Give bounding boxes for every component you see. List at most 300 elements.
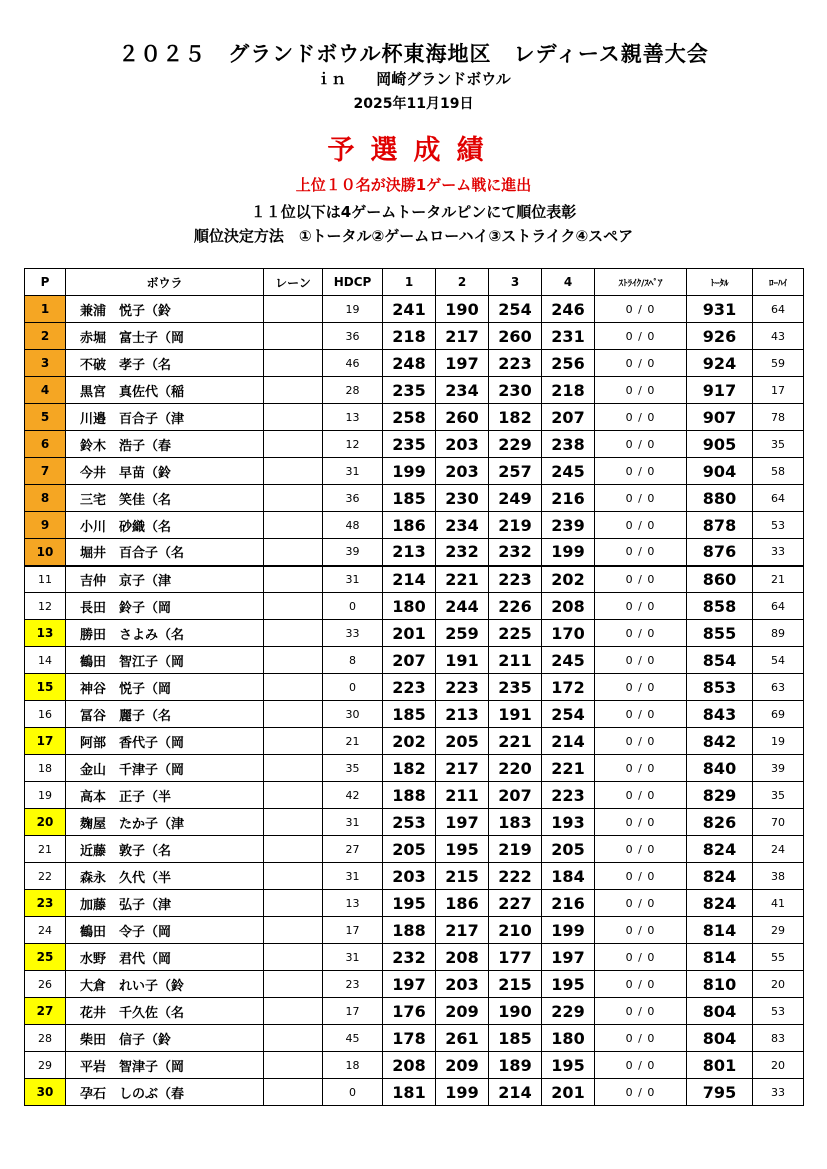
position-cell: 3: [25, 350, 66, 377]
game1-cell: 241: [383, 296, 436, 323]
table-row: [25, 836, 804, 863]
total-cell: 840: [687, 755, 753, 782]
note-rank: １１位以下は4ゲームトータルピンにて順位表彰: [250, 203, 577, 221]
hdcp-cell: 31: [323, 566, 383, 593]
game3-cell: 227: [489, 890, 542, 917]
lane-cell: [264, 1025, 323, 1052]
total-cell: 855: [687, 620, 753, 647]
game4-cell: 207: [542, 404, 595, 431]
game4-cell: 195: [542, 971, 595, 998]
game2-cell: 203: [436, 971, 489, 998]
game1-cell: 176: [383, 998, 436, 1025]
game2-cell: 230: [436, 485, 489, 512]
strike-spare-cell: 0 / 0: [595, 890, 687, 917]
table-row: [25, 458, 804, 485]
lane-cell: [264, 485, 323, 512]
game4-cell: 214: [542, 728, 595, 755]
game4-cell: 246: [542, 296, 595, 323]
lane-cell: [264, 809, 323, 836]
game2-cell: 244: [436, 593, 489, 620]
strike-spare-cell: 0 / 0: [595, 944, 687, 971]
position-cell: 28: [25, 1025, 66, 1052]
low-high-cell: 89: [753, 620, 804, 647]
position-cell: 27: [25, 998, 66, 1025]
game1-cell: 208: [383, 1052, 436, 1079]
note-finals: 上位１０名が決勝1ゲーム戦に進出: [295, 176, 532, 194]
hdcp-cell: 33: [323, 620, 383, 647]
game1-cell: 207: [383, 647, 436, 674]
total-cell: 907: [687, 404, 753, 431]
low-high-cell: 78: [753, 404, 804, 431]
strike-spare-cell: 0 / 0: [595, 296, 687, 323]
lane-cell: [264, 1052, 323, 1079]
strike-spare-cell: 0 / 0: [595, 350, 687, 377]
game3-cell: 225: [489, 620, 542, 647]
total-cell: 876: [687, 539, 753, 566]
game3-cell: 219: [489, 836, 542, 863]
col-header-game2: 2: [436, 269, 489, 296]
low-high-cell: 24: [753, 836, 804, 863]
game1-cell: 197: [383, 971, 436, 998]
lane-cell: [264, 944, 323, 971]
lane-cell: [264, 863, 323, 890]
hdcp-cell: 36: [323, 323, 383, 350]
hdcp-cell: 27: [323, 836, 383, 863]
game2-cell: 213: [436, 701, 489, 728]
bowler-name-cell: 森永 久代（半: [66, 863, 264, 890]
lane-cell: [264, 971, 323, 998]
table-row: [25, 350, 804, 377]
total-cell: 904: [687, 458, 753, 485]
game3-cell: 222: [489, 863, 542, 890]
game4-cell: 216: [542, 485, 595, 512]
game4-cell: 245: [542, 647, 595, 674]
low-high-cell: 58: [753, 458, 804, 485]
low-high-cell: 64: [753, 296, 804, 323]
position-cell: 4: [25, 377, 66, 404]
game3-cell: 220: [489, 755, 542, 782]
hdcp-cell: 0: [323, 1079, 383, 1106]
total-cell: 853: [687, 674, 753, 701]
low-high-cell: 29: [753, 917, 804, 944]
game2-cell: 260: [436, 404, 489, 431]
strike-spare-cell: 0 / 0: [595, 485, 687, 512]
col-header-game3: 3: [489, 269, 542, 296]
col-header-bowler: ボウラ: [66, 269, 264, 296]
hdcp-cell: 31: [323, 863, 383, 890]
game2-cell: 259: [436, 620, 489, 647]
strike-spare-cell: 0 / 0: [595, 782, 687, 809]
hdcp-cell: 42: [323, 782, 383, 809]
game1-cell: 185: [383, 701, 436, 728]
table-row: [25, 728, 804, 755]
lane-cell: [264, 323, 323, 350]
total-cell: 795: [687, 1079, 753, 1106]
lane-cell: [264, 539, 323, 566]
position-cell: 7: [25, 458, 66, 485]
hdcp-cell: 0: [323, 674, 383, 701]
game3-cell: 215: [489, 971, 542, 998]
total-cell: 829: [687, 782, 753, 809]
game4-cell: 238: [542, 431, 595, 458]
table-row: [25, 512, 804, 539]
low-high-cell: 33: [753, 1079, 804, 1106]
game4-cell: 223: [542, 782, 595, 809]
strike-spare-cell: 0 / 0: [595, 593, 687, 620]
bowler-name-cell: 高本 正子（半: [66, 782, 264, 809]
table-header-row: [25, 269, 804, 296]
hdcp-cell: 13: [323, 890, 383, 917]
position-cell: 10: [25, 539, 66, 566]
table-row: [25, 404, 804, 431]
game4-cell: 221: [542, 755, 595, 782]
lane-cell: [264, 1079, 323, 1106]
table-row: [25, 890, 804, 917]
game3-cell: 185: [489, 1025, 542, 1052]
low-high-cell: 83: [753, 1025, 804, 1052]
total-cell: 860: [687, 566, 753, 593]
bowler-name-cell: 鶴田 智江子（岡: [66, 647, 264, 674]
bowler-name-cell: 不破 孝子（名: [66, 350, 264, 377]
position-cell: 13: [25, 620, 66, 647]
position-cell: 17: [25, 728, 66, 755]
game3-cell: 214: [489, 1079, 542, 1106]
col-header-total: ﾄｰﾀﾙ: [687, 269, 753, 296]
game3-cell: 211: [489, 647, 542, 674]
game3-cell: 226: [489, 593, 542, 620]
bowler-name-cell: 小川 砂織（名: [66, 512, 264, 539]
position-cell: 22: [25, 863, 66, 890]
col-header-lane: レーン: [264, 269, 323, 296]
bowler-name-cell: 近藤 敦子（名: [66, 836, 264, 863]
low-high-cell: 64: [753, 593, 804, 620]
game4-cell: 208: [542, 593, 595, 620]
total-cell: 917: [687, 377, 753, 404]
game2-cell: 221: [436, 566, 489, 593]
hdcp-cell: 17: [323, 917, 383, 944]
strike-spare-cell: 0 / 0: [595, 566, 687, 593]
strike-spare-cell: 0 / 0: [595, 836, 687, 863]
strike-spare-cell: 0 / 0: [595, 809, 687, 836]
strike-spare-cell: 0 / 0: [595, 431, 687, 458]
table-row: [25, 701, 804, 728]
position-cell: 25: [25, 944, 66, 971]
game2-cell: 217: [436, 323, 489, 350]
col-header-strike-spare: ｽﾄﾗｲｸ/ｽﾍﾟｱ: [595, 269, 687, 296]
table-row: [25, 485, 804, 512]
game1-cell: 188: [383, 917, 436, 944]
low-high-cell: 35: [753, 782, 804, 809]
col-header-position: P: [25, 269, 66, 296]
hdcp-cell: 18: [323, 1052, 383, 1079]
lane-cell: [264, 647, 323, 674]
total-cell: 824: [687, 836, 753, 863]
table-row: [25, 674, 804, 701]
game3-cell: 260: [489, 323, 542, 350]
strike-spare-cell: 0 / 0: [595, 755, 687, 782]
low-high-cell: 19: [753, 728, 804, 755]
lane-cell: [264, 998, 323, 1025]
game2-cell: 190: [436, 296, 489, 323]
game4-cell: 216: [542, 890, 595, 917]
total-cell: 905: [687, 431, 753, 458]
hdcp-cell: 45: [323, 1025, 383, 1052]
bowler-name-cell: 長田 鈴子（岡: [66, 593, 264, 620]
bowler-name-cell: 神谷 悦子（岡: [66, 674, 264, 701]
bowler-name-cell: 花井 千久佐（名: [66, 998, 264, 1025]
lane-cell: [264, 296, 323, 323]
col-header-game4: 4: [542, 269, 595, 296]
lane-cell: [264, 620, 323, 647]
low-high-cell: 20: [753, 1052, 804, 1079]
game2-cell: 209: [436, 1052, 489, 1079]
bowler-name-cell: 柴田 信子（鈴: [66, 1025, 264, 1052]
event-venue: ｉｎ 岡崎グランドボウル: [316, 70, 511, 88]
low-high-cell: 55: [753, 944, 804, 971]
total-cell: 814: [687, 917, 753, 944]
game1-cell: 235: [383, 377, 436, 404]
low-high-cell: 63: [753, 674, 804, 701]
game4-cell: 201: [542, 1079, 595, 1106]
table-row: [25, 917, 804, 944]
table-row: [25, 593, 804, 620]
hdcp-cell: 30: [323, 701, 383, 728]
table-row: [25, 620, 804, 647]
lane-cell: [264, 566, 323, 593]
lane-cell: [264, 674, 323, 701]
game4-cell: 193: [542, 809, 595, 836]
bowler-name-cell: 吉仲 京子（津: [66, 566, 264, 593]
position-cell: 18: [25, 755, 66, 782]
game4-cell: 231: [542, 323, 595, 350]
game3-cell: 183: [489, 809, 542, 836]
hdcp-cell: 36: [323, 485, 383, 512]
strike-spare-cell: 0 / 0: [595, 728, 687, 755]
hdcp-cell: 31: [323, 809, 383, 836]
hdcp-cell: 31: [323, 944, 383, 971]
game1-cell: 182: [383, 755, 436, 782]
event-date: 2025年11月19日: [353, 96, 474, 112]
position-cell: 14: [25, 647, 66, 674]
position-cell: 12: [25, 593, 66, 620]
game2-cell: 199: [436, 1079, 489, 1106]
game2-cell: 209: [436, 998, 489, 1025]
table-row: [25, 998, 804, 1025]
total-cell: 854: [687, 647, 753, 674]
table-row: [25, 755, 804, 782]
strike-spare-cell: 0 / 0: [595, 323, 687, 350]
game1-cell: 205: [383, 836, 436, 863]
table-row: [25, 431, 804, 458]
hdcp-cell: 28: [323, 377, 383, 404]
game1-cell: 235: [383, 431, 436, 458]
bowler-name-cell: 堀井 百合子（名: [66, 539, 264, 566]
strike-spare-cell: 0 / 0: [595, 971, 687, 998]
low-high-cell: 17: [753, 377, 804, 404]
game1-cell: 181: [383, 1079, 436, 1106]
game1-cell: 218: [383, 323, 436, 350]
strike-spare-cell: 0 / 0: [595, 1025, 687, 1052]
game1-cell: 195: [383, 890, 436, 917]
game3-cell: 223: [489, 566, 542, 593]
game2-cell: 217: [436, 755, 489, 782]
table-row: [25, 296, 804, 323]
game2-cell: 195: [436, 836, 489, 863]
table-row: [25, 377, 804, 404]
game1-cell: 214: [383, 566, 436, 593]
game1-cell: 201: [383, 620, 436, 647]
low-high-cell: 43: [753, 323, 804, 350]
lane-cell: [264, 431, 323, 458]
game3-cell: 207: [489, 782, 542, 809]
event-title: ２０２５ グランドボウル杯東海地区 レディース親善大会: [118, 42, 709, 66]
game3-cell: 210: [489, 917, 542, 944]
strike-spare-cell: 0 / 0: [595, 1079, 687, 1106]
table-row: [25, 647, 804, 674]
bowler-name-cell: 鈴木 浩子（春: [66, 431, 264, 458]
game1-cell: 202: [383, 728, 436, 755]
low-high-cell: 64: [753, 485, 804, 512]
total-cell: 843: [687, 701, 753, 728]
hdcp-cell: 8: [323, 647, 383, 674]
position-cell: 6: [25, 431, 66, 458]
game3-cell: 177: [489, 944, 542, 971]
lane-cell: [264, 512, 323, 539]
game4-cell: 199: [542, 539, 595, 566]
table-row: [25, 782, 804, 809]
game2-cell: 197: [436, 350, 489, 377]
strike-spare-cell: 0 / 0: [595, 998, 687, 1025]
strike-spare-cell: 0 / 0: [595, 863, 687, 890]
hdcp-cell: 39: [323, 539, 383, 566]
low-high-cell: 33: [753, 539, 804, 566]
strike-spare-cell: 0 / 0: [595, 647, 687, 674]
game2-cell: 234: [436, 512, 489, 539]
low-high-cell: 69: [753, 701, 804, 728]
position-cell: 30: [25, 1079, 66, 1106]
bowler-name-cell: 冨谷 麗子（名: [66, 701, 264, 728]
position-cell: 11: [25, 566, 66, 593]
lane-cell: [264, 836, 323, 863]
game4-cell: 202: [542, 566, 595, 593]
table-row: [25, 944, 804, 971]
low-high-cell: 41: [753, 890, 804, 917]
game1-cell: 186: [383, 512, 436, 539]
col-header-hdcp: HDCP: [323, 269, 383, 296]
strike-spare-cell: 0 / 0: [595, 620, 687, 647]
game2-cell: 208: [436, 944, 489, 971]
game4-cell: 199: [542, 917, 595, 944]
game4-cell: 197: [542, 944, 595, 971]
game3-cell: 229: [489, 431, 542, 458]
game3-cell: 191: [489, 701, 542, 728]
bowler-name-cell: 孕石 しのぶ（春: [66, 1079, 264, 1106]
hdcp-cell: 13: [323, 404, 383, 431]
game3-cell: 232: [489, 539, 542, 566]
hdcp-cell: 46: [323, 350, 383, 377]
position-cell: 16: [25, 701, 66, 728]
game3-cell: 189: [489, 1052, 542, 1079]
position-cell: 2: [25, 323, 66, 350]
strike-spare-cell: 0 / 0: [595, 377, 687, 404]
game1-cell: 188: [383, 782, 436, 809]
game1-cell: 253: [383, 809, 436, 836]
game2-cell: 215: [436, 863, 489, 890]
low-high-cell: 53: [753, 512, 804, 539]
table-row: [25, 1052, 804, 1079]
table-row: [25, 863, 804, 890]
bowler-name-cell: 黒宮 真佐代（稲: [66, 377, 264, 404]
strike-spare-cell: 0 / 0: [595, 917, 687, 944]
game1-cell: 213: [383, 539, 436, 566]
position-cell: 29: [25, 1052, 66, 1079]
total-cell: 804: [687, 998, 753, 1025]
section-title: 予選成績: [327, 135, 500, 166]
position-cell: 26: [25, 971, 66, 998]
game3-cell: 254: [489, 296, 542, 323]
bowler-name-cell: 平岩 智津子（岡: [66, 1052, 264, 1079]
position-cell: 1: [25, 296, 66, 323]
bowler-name-cell: 勝田 さよみ（名: [66, 620, 264, 647]
game3-cell: 221: [489, 728, 542, 755]
low-high-cell: 54: [753, 647, 804, 674]
total-cell: 810: [687, 971, 753, 998]
table-row: [25, 1025, 804, 1052]
hdcp-cell: 0: [323, 593, 383, 620]
strike-spare-cell: 0 / 0: [595, 458, 687, 485]
game3-cell: 223: [489, 350, 542, 377]
low-high-cell: 59: [753, 350, 804, 377]
game2-cell: 261: [436, 1025, 489, 1052]
bowler-name-cell: 大倉 れい子（鈴: [66, 971, 264, 998]
position-cell: 9: [25, 512, 66, 539]
position-cell: 15: [25, 674, 66, 701]
game2-cell: 191: [436, 647, 489, 674]
total-cell: 824: [687, 863, 753, 890]
total-cell: 801: [687, 1052, 753, 1079]
low-high-cell: 70: [753, 809, 804, 836]
game4-cell: 172: [542, 674, 595, 701]
game1-cell: 180: [383, 593, 436, 620]
lane-cell: [264, 377, 323, 404]
game1-cell: 199: [383, 458, 436, 485]
position-cell: 24: [25, 917, 66, 944]
total-cell: 824: [687, 890, 753, 917]
hdcp-cell: 35: [323, 755, 383, 782]
game2-cell: 205: [436, 728, 489, 755]
hdcp-cell: 12: [323, 431, 383, 458]
hdcp-cell: 31: [323, 458, 383, 485]
total-cell: 814: [687, 944, 753, 971]
total-cell: 842: [687, 728, 753, 755]
bowler-name-cell: 今井 早苗（鈴: [66, 458, 264, 485]
game1-cell: 248: [383, 350, 436, 377]
game4-cell: 180: [542, 1025, 595, 1052]
lane-cell: [264, 755, 323, 782]
table-row: [25, 323, 804, 350]
low-high-cell: 21: [753, 566, 804, 593]
game2-cell: 223: [436, 674, 489, 701]
position-cell: 20: [25, 809, 66, 836]
game2-cell: 186: [436, 890, 489, 917]
game4-cell: 205: [542, 836, 595, 863]
position-cell: 23: [25, 890, 66, 917]
game3-cell: 249: [489, 485, 542, 512]
strike-spare-cell: 0 / 0: [595, 674, 687, 701]
bowler-name-cell: 鶴田 令子（岡: [66, 917, 264, 944]
game4-cell: 254: [542, 701, 595, 728]
total-cell: 926: [687, 323, 753, 350]
